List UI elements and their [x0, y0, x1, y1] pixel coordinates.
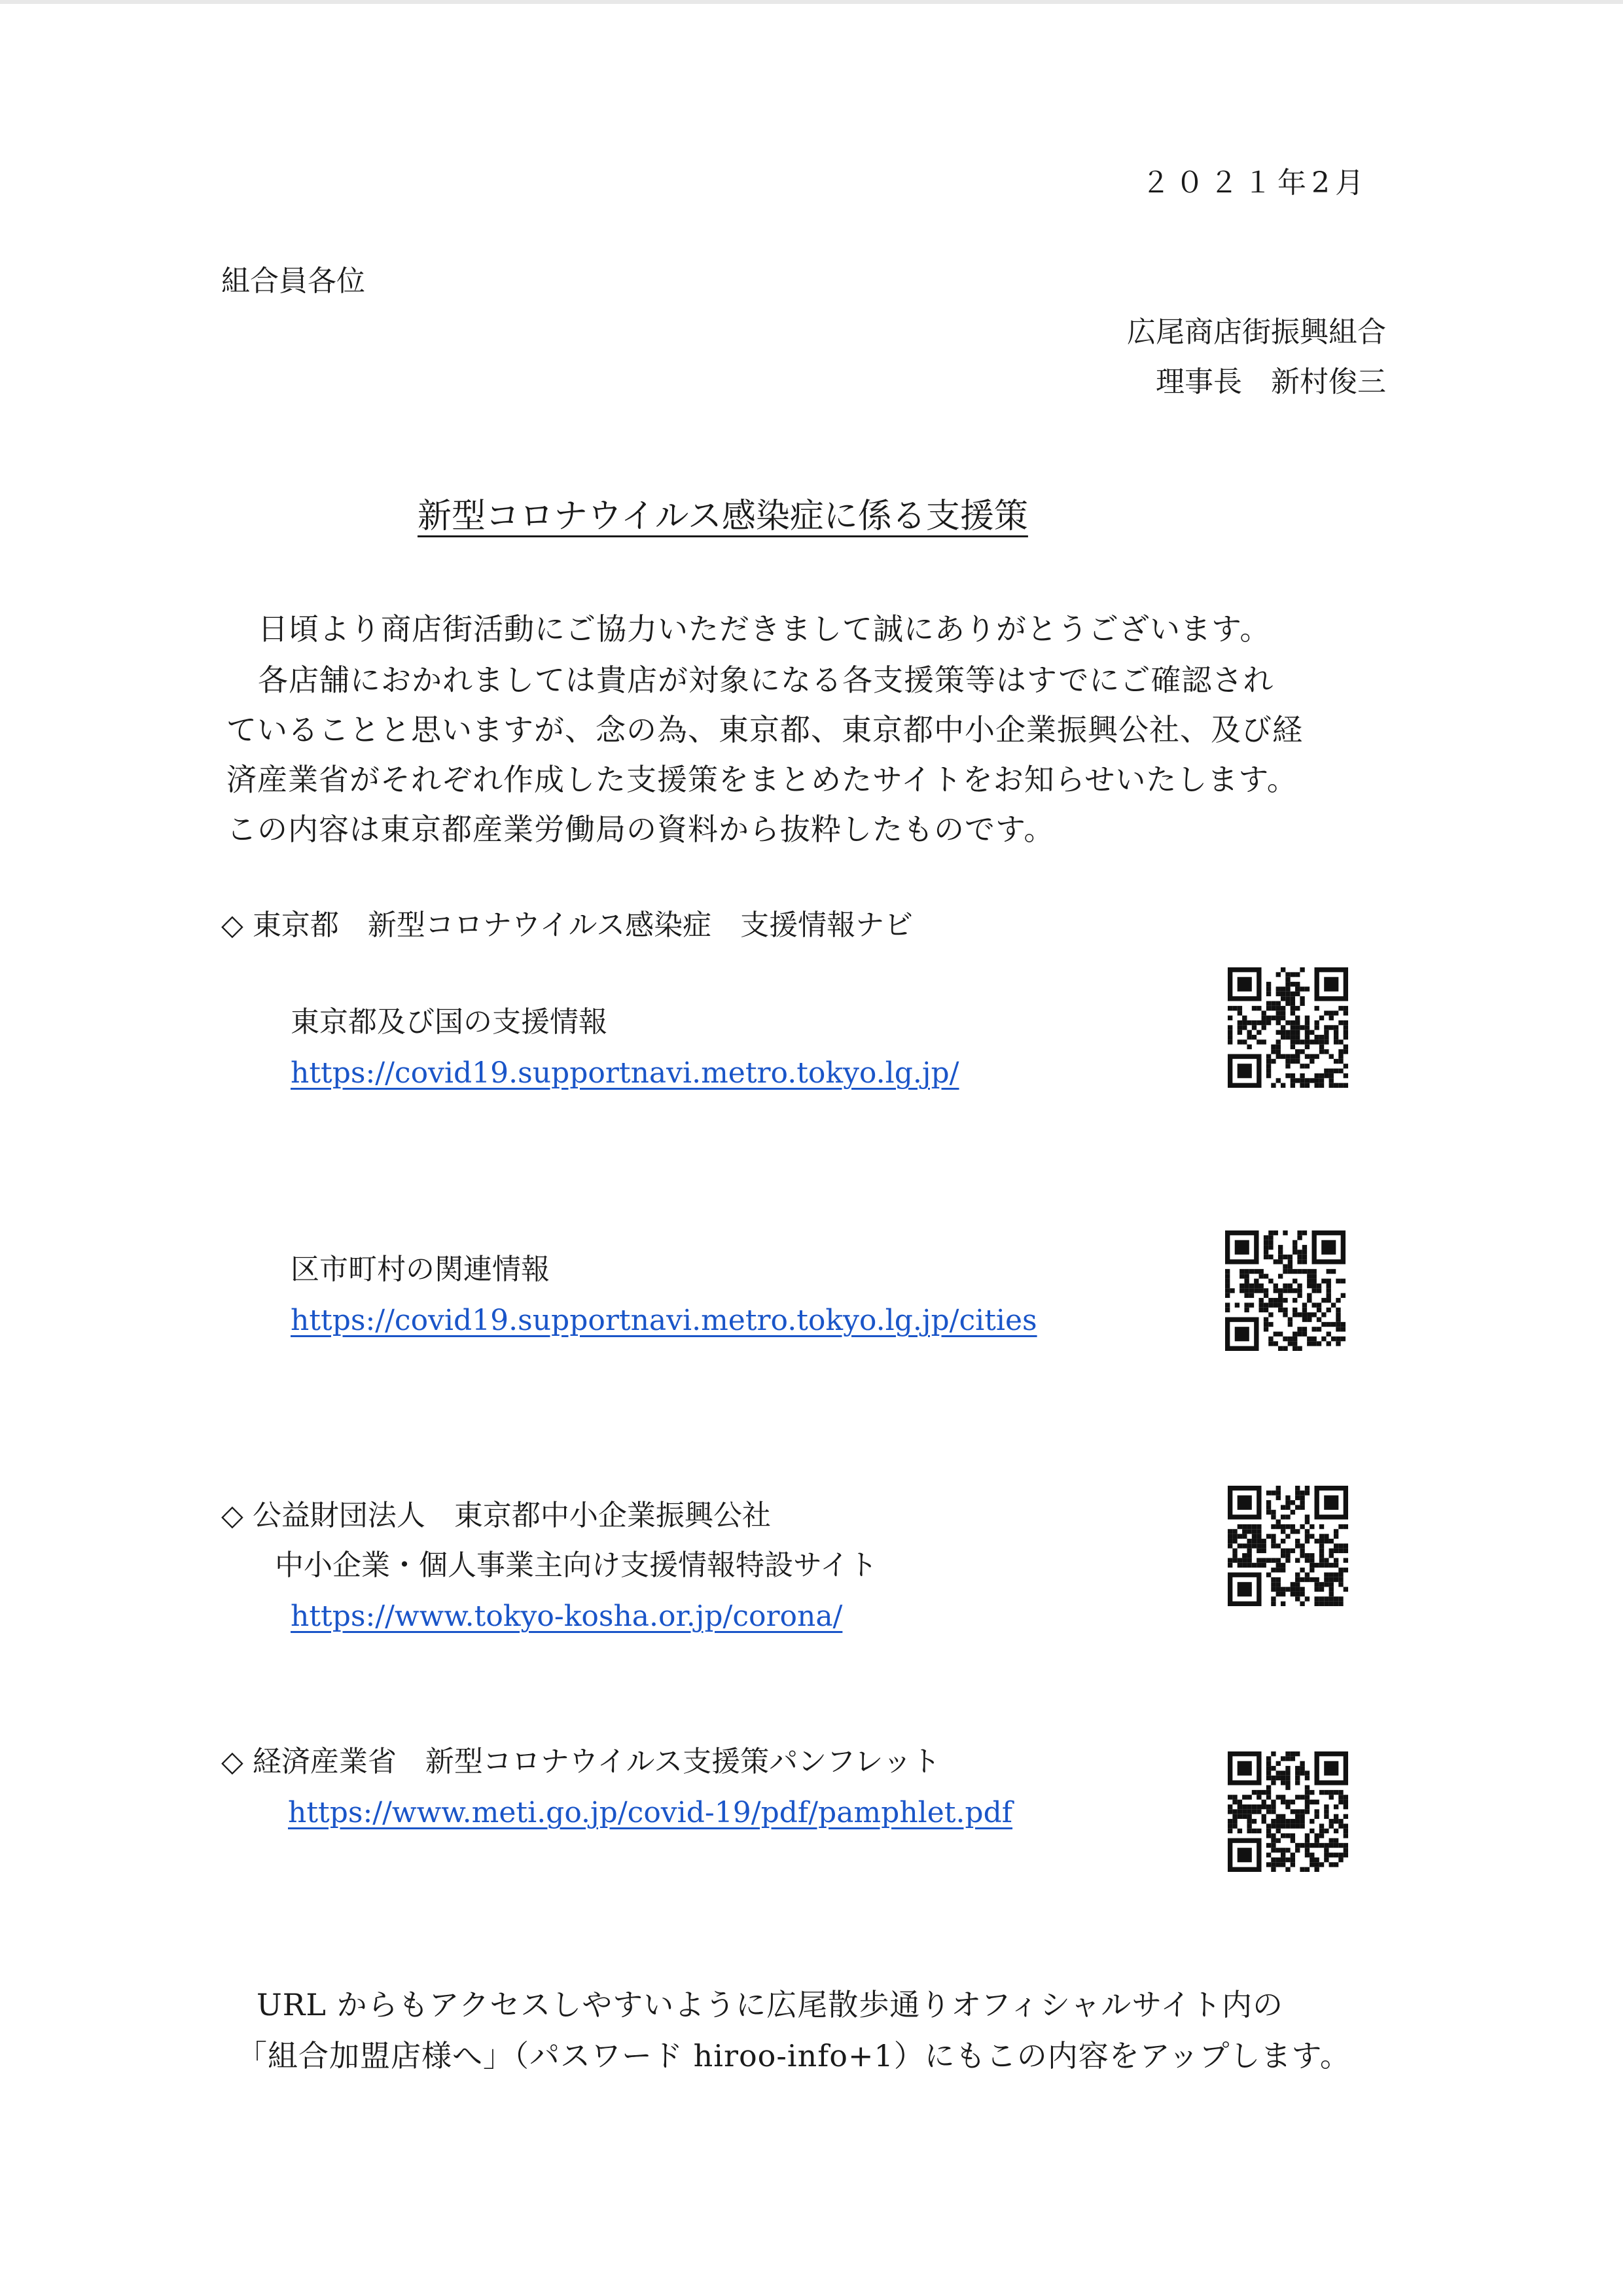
- document-title: 新型コロナウイルス感染症に係る支援策: [418, 497, 1028, 536]
- qr-code-icon[interactable]: [1228, 1486, 1348, 1606]
- municipal-info-label: 区市町村の関連情報: [291, 1253, 550, 1286]
- footer-line-2: 「組合加盟店様へ」（パスワード hiroo-info+1）にもこの内容をアップします。: [237, 2038, 1351, 2073]
- meti-pamphlet-link[interactable]: https://www.meti.go.jp/covid-19/pdf/pamphlet.pdf: [288, 1796, 1013, 1829]
- municipal-info-link[interactable]: https://covid19.supportnavi.metro.tokyo.lg.jp/cities: [291, 1304, 1037, 1337]
- section-meti-heading: ◇ 経済産業省 新型コロナウイルス支援策パンフレット: [221, 1745, 940, 1778]
- document-date: ２０２１年2月: [1141, 166, 1369, 200]
- intro-line-4: 済産業省がそれぞれ作成した支援策をまとめたサイトをお知らせいたします。: [226, 762, 1298, 797]
- tokyo-national-support-link[interactable]: https://covid19.supportnavi.metro.tokyo.lg.jp/: [291, 1056, 959, 1090]
- qr-code-icon[interactable]: [1228, 1751, 1348, 1872]
- tokyo-national-support-label: 東京都及び国の支援情報: [291, 1005, 607, 1039]
- footer-line-1: URL からもアクセスしやすいように広尾散歩通りオフィシャルサイト内の: [257, 1987, 1283, 2022]
- sender-org: 広尾商店街振興組合: [1127, 315, 1386, 349]
- section-kosha-heading: ◇ 公益財団法人 東京都中小企業振興公社: [221, 1499, 771, 1532]
- recipient: 組合員各位: [221, 264, 365, 298]
- scan-edge: [0, 0, 1623, 4]
- qr-code-icon[interactable]: [1225, 1230, 1346, 1351]
- intro-line-1: 日頃より商店街活動にご協力いただきまして誠にありがとうございます。: [258, 611, 1271, 647]
- kosha-corona-link[interactable]: https://www.tokyo-kosha.or.jp/corona/: [291, 1600, 843, 1633]
- section-tokyo-heading: ◇ 東京都 新型コロナウイルス感染症 支援情報ナビ: [221, 908, 914, 942]
- sender-name: 理事長 新村俊三: [1156, 365, 1386, 399]
- qr-code-icon[interactable]: [1228, 967, 1348, 1088]
- section-kosha-subheading: 中小企業・個人事業主向け支援情報特設サイト: [275, 1549, 878, 1582]
- intro-line-2: 各店舗におかれましては貴店が対象になる各支援策等はすでにご確認され: [258, 662, 1274, 698]
- intro-line-3: ていることと思いますが、念の為、東京都、東京都中小企業振興公社、及び経: [226, 712, 1303, 747]
- intro-line-5: この内容は東京都産業労働局の資料から抜粋したものです。: [226, 812, 1055, 847]
